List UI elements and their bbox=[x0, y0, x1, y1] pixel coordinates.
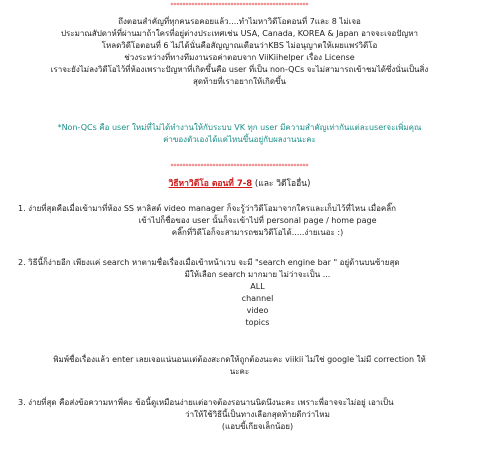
search-option-topics: topics bbox=[245, 318, 270, 327]
item-3-line-1: 3. ง่ายที่สุด คือส่งข้อความหาพี่คะ ข้อนี้ดูเหมือนง่ายแต่อาจต้องรอนานนิดนึงนะคะ เพราะพี่อาจจะไม่อยู่ เอาเป็น bbox=[18, 398, 394, 407]
intro-line-5: เราจะยังไม่ลงวิดีโอไว้ที่ห้องเพราะปัญหาที่เกิดขึ้นคือ user ที่เป็น non-QCs จะไม่สามารถเข้าชมได้ซึ่งนั่นเป็นสิ่ง bbox=[50, 65, 429, 74]
intro-line-6: สุดท้ายที่เราอยากให้เกิดขึ้น bbox=[192, 77, 287, 86]
note-line-2: ค่าของตัวเองได้แค่ไหนขึ้นอยู่กับผลงานนะคะ bbox=[163, 135, 316, 144]
item-1-line-3: คลิ๊กที่วิดีโอก็จะสามารถชมวิดีโอได้.....ง่ายเนอะ :) bbox=[171, 228, 344, 237]
section-heading bbox=[0, 178, 479, 190]
note-paragraph bbox=[0, 122, 479, 146]
intro-line-3: โหลดวิดีโอตอนที่ 6 ไม่ได้นั่นคือสัญญาณเตือนว่าKBS ไม่อนุญาตให้เผยแพร่วิดีโอ bbox=[101, 41, 378, 50]
mid-divider: ********************************************** bbox=[170, 163, 309, 170]
intro-paragraph bbox=[0, 16, 479, 88]
note-line-1: *Non-QCs คือ user ใหม่ที่ไม่ได้ทำงานให้กับระบบ VK ทุก user มีความสำคัญเท่ากันแต่ละuserจะเพิ่มคุณ bbox=[57, 123, 422, 132]
search-option-all: ALL bbox=[250, 282, 265, 291]
heading-suffix: (และ วิดีโออื่น) bbox=[252, 179, 311, 189]
search-option-channel: channel bbox=[241, 294, 274, 303]
item-3 bbox=[0, 397, 479, 433]
item-2 bbox=[0, 257, 479, 329]
item-1 bbox=[0, 203, 479, 239]
intro-line-4: ช่วงระหว่างที่ทางทีมงานรอค่าตอบจาก ViiKiihelper เรื่อง License bbox=[124, 53, 355, 62]
item-2-note-line-1: พิมพ์ชื่อเรื่องแล้ว enter เลยเจอแน่นอนแต่ต้องสะกดให้ถูกต้องนะคะ viikii ไม่ใช่ google ไม่มี correction ให้ bbox=[53, 355, 426, 364]
item-2-note-line-2: นะคะ bbox=[229, 367, 250, 376]
search-option-video: video bbox=[246, 306, 269, 315]
item-3-line-2: ว่าให้ใช้วิธีนี้เป็นทางเลือกสุดท้ายดีกว่าไหม bbox=[185, 410, 330, 419]
top-divider: ********************************************** bbox=[170, 2, 309, 9]
item-2-line-1: 2. วิธีนี้ก็ง่ายอีก เพียงแค่ search หาตามชื่อเรื่องเมื่อเข้าหน้าเวบ จะมี "search engine bar " อยู่ด้านบนซ้ายสุด bbox=[18, 258, 400, 267]
item-2-line-2: มีให้เลือก search มากมาย ไม่ว่าจะเป็น ... bbox=[184, 270, 331, 279]
item-1-line-2: เข้าไปก็ชื่อของ user นั้นก็จะเข้าไปที่ personal page / home page bbox=[138, 216, 377, 225]
item-3-line-3: (แอบขี้เกียจเล็กน้อย) bbox=[221, 422, 294, 431]
item-2-note bbox=[0, 354, 479, 378]
heading-title: วิธีหาวิดีโอ ตอนที่ 7-8 bbox=[168, 179, 253, 189]
intro-line-2: ประมาณสัปดาห์ที่ผ่านมาถ้าใครที่อยู่ต่างประเทศเช่น USA, Canada, KOREA & Japan อาจจะเจอปัญหา bbox=[60, 29, 419, 38]
intro-line-1: ถึงตอนสำคัญที่ทุกคนรอคอยแล้ว....ทำไมหาวิดีโอตอนที่ 7และ 8 ไม่เจอ bbox=[118, 17, 361, 26]
item-1-line-1: 1. ง่ายที่สุดคือเมื่อเข้ามาที่ห้อง SS หาลิสต์ video manager ก็จะรู้ว่าวิดีโอมาจากใครและเก็บไว้ที่ไหน เมื่อคลิ๊ก bbox=[18, 204, 396, 213]
